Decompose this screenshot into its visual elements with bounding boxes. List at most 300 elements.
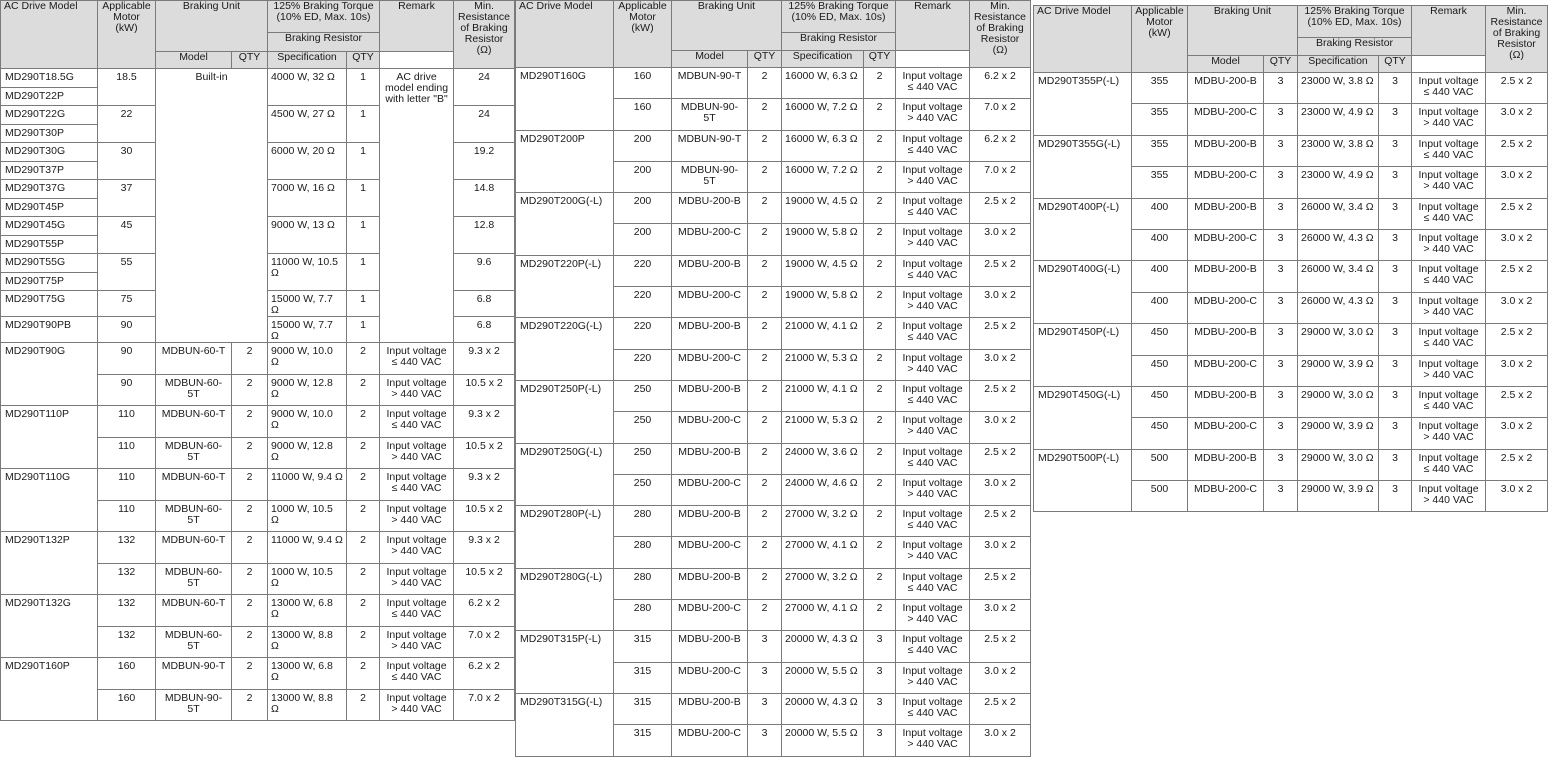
resistor-qty-cell: 3 (1379, 355, 1412, 386)
header-braking-unit: Braking Unit (672, 1, 782, 51)
resistor-spec-cell: 9000 W, 12.8 Ω (268, 374, 347, 406)
remark-cell: Input voltage ≤ 440 VAC (1412, 449, 1486, 480)
header-unit-model: Model (156, 52, 232, 69)
braking-unit-qty-cell: 3 (748, 631, 782, 662)
motor-kw-cell: 220 (614, 255, 672, 286)
header-remark-blank (380, 52, 454, 69)
motor-kw-cell: 110 (98, 500, 156, 532)
model-cell: MD290T160G (516, 68, 614, 131)
braking-unit-qty-cell: 2 (748, 255, 782, 286)
braking-unit-model-cell: MDBU-200-C (672, 600, 748, 631)
remark-cell: AC drive model ending with letter "B" (380, 69, 454, 343)
resistor-spec-cell: 1000 W, 10.5 Ω (268, 563, 347, 595)
min-resistance-cell: 2.5 x 2 (1486, 198, 1548, 229)
resistor-spec-cell: 20000 W, 5.5 Ω (782, 662, 864, 693)
motor-kw-cell: 450 (1132, 355, 1188, 386)
motor-kw-cell: 160 (98, 689, 156, 721)
braking-unit-qty-cell: 3 (1264, 449, 1298, 480)
resistor-spec-cell: 15000 W, 7.7 Ω (268, 291, 347, 317)
table-row (516, 693, 1031, 724)
min-resistance-cell: 3.0 x 2 (970, 287, 1031, 318)
braking-unit-model-cell: MDBU-200-C (672, 349, 748, 380)
resistor-qty-cell: 2 (347, 658, 380, 690)
resistor-qty-cell: 1 (347, 291, 380, 317)
header-resistor-qty: QTY (1379, 56, 1412, 73)
header-unit-model: Model (672, 51, 748, 68)
min-resistance-cell: 6.8 (454, 317, 515, 343)
resistor-spec-cell: 24000 W, 3.6 Ω (782, 443, 864, 474)
braking-unit-qty-cell: 2 (232, 437, 268, 469)
braking-unit-model-cell: MDBU-200-B (672, 443, 748, 474)
motor-kw-cell: 400 (1132, 292, 1188, 323)
braking-unit-model-cell: MDBUN-90-T (156, 658, 232, 690)
braking-unit-model-cell: MDBU-200-B (1188, 324, 1264, 355)
min-resistance-cell: 24 (454, 106, 515, 143)
motor-kw-cell: 355 (1132, 135, 1188, 166)
min-resistance-cell: 3.0 x 2 (970, 224, 1031, 255)
model-cell: MD290T160P (1, 658, 98, 721)
motor-kw-cell: 220 (614, 318, 672, 349)
table-row (516, 255, 1031, 286)
table-row (1, 532, 515, 564)
resistor-qty-cell: 2 (864, 193, 896, 224)
model-cell: MD290T30P (1, 124, 98, 143)
min-resistance-cell: 2.5 x 2 (1486, 449, 1548, 480)
model-cell: MD290T400P(-L) (1034, 198, 1132, 261)
remark-cell: Input voltage > 440 VAC (380, 689, 454, 721)
remark-cell: Input voltage ≤ 440 VAC (896, 380, 970, 411)
braking-unit-model-cell: MDBUN-90-T (672, 68, 748, 99)
header-remark: Remark (896, 1, 970, 51)
braking-unit-qty-cell: 3 (1264, 198, 1298, 229)
braking-unit-model-cell: MDBU-200-C (672, 537, 748, 568)
min-resistance-cell: 7.0 x 2 (454, 689, 515, 721)
braking-unit-model-cell: MDBU-200-B (672, 506, 748, 537)
braking-unit-model-cell: MDBU-200-B (672, 568, 748, 599)
table-row (516, 318, 1031, 349)
table-row (1, 658, 515, 690)
braking-unit-model-cell: MDBU-200-B (1188, 386, 1264, 417)
motor-kw-cell: 90 (98, 317, 156, 343)
remark-cell: Input voltage > 440 VAC (896, 412, 970, 443)
resistor-spec-cell: 7000 W, 16 Ω (268, 180, 347, 217)
model-cell: MD290T75G (1, 291, 98, 317)
resistor-spec-cell: 21000 W, 5.3 Ω (782, 349, 864, 380)
resistor-spec-cell: 29000 W, 3.9 Ω (1298, 355, 1379, 386)
motor-kw-cell: 18.5 (98, 69, 156, 106)
braking-unit-model-cell: MDBU-200-C (1188, 167, 1264, 198)
table-row (1034, 73, 1548, 104)
header-specification: Specification (782, 51, 864, 68)
remark-cell: Input voltage > 440 VAC (896, 474, 970, 505)
table-row (516, 631, 1031, 662)
braking-unit-model-cell: MDBUN-60-5T (156, 374, 232, 406)
min-resistance-cell: 2.5 x 2 (970, 568, 1031, 599)
motor-kw-cell: 250 (614, 412, 672, 443)
remark-cell: Input voltage > 440 VAC (380, 563, 454, 595)
header-braking-torque: 125% Braking Torque (10% ED, Max. 10s) (782, 1, 896, 33)
resistor-spec-cell: 11000 W, 9.4 Ω (268, 532, 347, 564)
braking-unit-qty-cell: 2 (232, 374, 268, 406)
motor-kw-cell: 500 (1132, 481, 1188, 512)
braking-unit-qty-cell: 3 (748, 725, 782, 756)
min-resistance-cell: 3.0 x 2 (1486, 292, 1548, 323)
motor-kw-cell: 110 (98, 406, 156, 438)
resistor-qty-cell: 1 (347, 317, 380, 343)
braking-unit-model-cell: MDBUN-60-5T (156, 626, 232, 658)
braking-unit-model-cell: MDBUN-90-5T (156, 689, 232, 721)
braking-unit-model-cell: MDBU-200-B (1188, 73, 1264, 104)
resistor-qty-cell: 3 (1379, 386, 1412, 417)
resistor-spec-cell: 29000 W, 3.0 Ω (1298, 449, 1379, 480)
resistor-spec-cell: 21000 W, 5.3 Ω (782, 412, 864, 443)
min-resistance-cell: 14.8 (454, 180, 515, 217)
header-min-resistance: Min. Resistance of Braking Resistor (Ω) (1486, 6, 1548, 73)
resistor-qty-cell: 2 (864, 380, 896, 411)
model-cell: MD290T37P (1, 161, 98, 180)
remark-cell: Input voltage ≤ 440 VAC (380, 595, 454, 627)
header-min-resistance: Min. Resistance of Braking Resistor (Ω) (454, 1, 515, 69)
header-remark: Remark (380, 1, 454, 52)
braking-unit-model-cell: MDBUN-90-5T (672, 99, 748, 130)
resistor-spec-cell: 21000 W, 4.1 Ω (782, 380, 864, 411)
remark-cell: Input voltage ≤ 440 VAC (1412, 261, 1486, 292)
braking-table-3 (1033, 5, 1548, 512)
resistor-qty-cell: 2 (864, 130, 896, 161)
table-row (1034, 449, 1548, 480)
braking-unit-qty-cell: 2 (748, 474, 782, 505)
braking-unit-qty-cell: 2 (232, 563, 268, 595)
resistor-qty-cell: 3 (1379, 292, 1412, 323)
min-resistance-cell: 3.0 x 2 (970, 725, 1031, 756)
resistor-spec-cell: 19000 W, 4.5 Ω (782, 255, 864, 286)
motor-kw-cell: 110 (98, 437, 156, 469)
model-cell: MD290T400G(-L) (1034, 261, 1132, 324)
header-ac-drive-model: AC Drive Model (1, 1, 98, 69)
braking-unit-qty-cell: 2 (748, 506, 782, 537)
braking-unit-model-cell: MDBU-200-C (672, 287, 748, 318)
braking-unit-qty-cell: 2 (748, 380, 782, 411)
resistor-qty-cell: 3 (1379, 73, 1412, 104)
motor-kw-cell: 250 (614, 443, 672, 474)
model-cell: MD290T450P(-L) (1034, 324, 1132, 387)
resistor-spec-cell: 15000 W, 7.7 Ω (268, 317, 347, 343)
resistor-qty-cell: 3 (864, 725, 896, 756)
resistor-qty-cell: 2 (864, 161, 896, 192)
model-cell: MD290T132G (1, 595, 98, 658)
resistor-qty-cell: 2 (864, 224, 896, 255)
motor-kw-cell: 220 (614, 349, 672, 380)
braking-unit-qty-cell: 3 (1264, 261, 1298, 292)
braking-unit-model-cell: MDBU-200-C (1188, 292, 1264, 323)
braking-unit-qty-cell: 3 (1264, 292, 1298, 323)
motor-kw-cell: 450 (1132, 418, 1188, 449)
min-resistance-cell: 9.3 x 2 (454, 343, 515, 375)
model-cell: MD290T355G(-L) (1034, 135, 1132, 198)
resistor-spec-cell: 1000 W, 10.5 Ω (268, 500, 347, 532)
resistor-spec-cell: 20000 W, 4.3 Ω (782, 693, 864, 724)
braking-unit-model-cell: MDBUN-60-5T (156, 500, 232, 532)
table-row (1, 343, 515, 375)
resistor-spec-cell: 23000 W, 4.9 Ω (1298, 104, 1379, 135)
motor-kw-cell: 30 (98, 143, 156, 180)
motor-kw-cell: 37 (98, 180, 156, 217)
motor-kw-cell: 450 (1132, 386, 1188, 417)
braking-unit-qty-cell: 2 (232, 500, 268, 532)
motor-kw-cell: 500 (1132, 449, 1188, 480)
braking-unit-qty-cell: 2 (748, 349, 782, 380)
min-resistance-cell: 3.0 x 2 (970, 600, 1031, 631)
braking-unit-model-cell: MDBU-200-C (672, 224, 748, 255)
table-row (1034, 324, 1548, 355)
min-resistance-cell: 3.0 x 2 (1486, 355, 1548, 386)
braking-unit-qty-cell: 2 (748, 68, 782, 99)
resistor-spec-cell: 19000 W, 5.8 Ω (782, 287, 864, 318)
resistor-qty-cell: 3 (1379, 261, 1412, 292)
resistor-qty-cell: 3 (1379, 418, 1412, 449)
resistor-qty-cell: 2 (864, 443, 896, 474)
table-body (1, 69, 515, 721)
resistor-spec-cell: 29000 W, 3.0 Ω (1298, 324, 1379, 355)
header-braking-resistor: Braking Resistor (268, 33, 380, 52)
remark-cell: Input voltage > 440 VAC (1412, 229, 1486, 260)
model-cell: MD290T22P (1, 87, 98, 106)
resistor-qty-cell: 2 (864, 412, 896, 443)
braking-unit-qty-cell: 3 (1264, 355, 1298, 386)
min-resistance-cell: 2.5 x 2 (1486, 261, 1548, 292)
min-resistance-cell: 7.0 x 2 (970, 161, 1031, 192)
resistor-qty-cell: 2 (347, 500, 380, 532)
braking-unit-qty-cell: 2 (748, 161, 782, 192)
header-remark: Remark (1412, 6, 1486, 56)
model-cell: MD290T22G (1, 106, 98, 125)
min-resistance-cell: 2.5 x 2 (1486, 324, 1548, 355)
braking-unit-model-cell: MDBUN-60-T (156, 406, 232, 438)
resistor-qty-cell: 2 (864, 600, 896, 631)
min-resistance-cell: 2.5 x 2 (1486, 73, 1548, 104)
min-resistance-cell: 12.8 (454, 217, 515, 254)
resistor-qty-cell: 1 (347, 69, 380, 106)
resistor-spec-cell: 13000 W, 6.8 Ω (268, 595, 347, 627)
resistor-spec-cell: 11000 W, 10.5 Ω (268, 254, 347, 291)
resistor-qty-cell: 3 (1379, 198, 1412, 229)
braking-unit-model-cell: MDBUN-60-T (156, 595, 232, 627)
min-resistance-cell: 9.3 x 2 (454, 406, 515, 438)
resistor-spec-cell: 9000 W, 13 Ω (268, 217, 347, 254)
resistor-spec-cell: 4000 W, 32 Ω (268, 69, 347, 106)
resistor-spec-cell: 11000 W, 9.4 Ω (268, 469, 347, 501)
table-row (516, 130, 1031, 161)
braking-unit-model-cell: MDBUN-60-5T (156, 563, 232, 595)
resistor-qty-cell: 2 (347, 626, 380, 658)
model-cell: MD290T90G (1, 343, 98, 406)
remark-cell: Input voltage > 440 VAC (1412, 418, 1486, 449)
remark-cell: Input voltage ≤ 440 VAC (380, 343, 454, 375)
braking-unit-qty-cell: 2 (232, 469, 268, 501)
header-remark-blank (1412, 56, 1486, 73)
braking-table-1 (0, 0, 515, 721)
remark-cell: Input voltage ≤ 440 VAC (896, 693, 970, 724)
model-cell: MD290T200P (516, 130, 614, 193)
min-resistance-cell: 3.0 x 2 (970, 412, 1031, 443)
motor-kw-cell: 250 (614, 380, 672, 411)
remark-cell: Input voltage > 440 VAC (1412, 355, 1486, 386)
table-row (1034, 386, 1548, 417)
resistor-spec-cell: 21000 W, 4.1 Ω (782, 318, 864, 349)
min-resistance-cell: 2.5 x 2 (970, 318, 1031, 349)
braking-unit-model-cell: MDBU-200-B (1188, 135, 1264, 166)
model-cell: MD290T450G(-L) (1034, 386, 1132, 449)
min-resistance-cell: 10.5 x 2 (454, 437, 515, 469)
motor-kw-cell: 22 (98, 106, 156, 143)
motor-kw-cell: 75 (98, 291, 156, 317)
min-resistance-cell: 9.3 x 2 (454, 532, 515, 564)
table-row (1, 69, 515, 88)
resistor-spec-cell: 16000 W, 7.2 Ω (782, 161, 864, 192)
model-cell: MD290T500P(-L) (1034, 449, 1132, 512)
resistor-spec-cell: 26000 W, 4.3 Ω (1298, 229, 1379, 260)
model-cell: MD290T55P (1, 235, 98, 254)
motor-kw-cell: 280 (614, 506, 672, 537)
remark-cell: Input voltage > 440 VAC (380, 374, 454, 406)
resistor-spec-cell: 29000 W, 3.0 Ω (1298, 386, 1379, 417)
table-row (1, 595, 515, 627)
braking-unit-qty-cell: 2 (748, 193, 782, 224)
min-resistance-cell: 7.0 x 2 (454, 626, 515, 658)
motor-kw-cell: 160 (98, 658, 156, 690)
min-resistance-cell: 3.0 x 2 (1486, 481, 1548, 512)
model-cell: MD290T55G (1, 254, 98, 273)
header-resistor-qty: QTY (864, 51, 896, 68)
min-resistance-cell: 3.0 x 2 (1486, 167, 1548, 198)
braking-unit-model-cell: MDBU-200-B (672, 631, 748, 662)
resistor-spec-cell: 19000 W, 4.5 Ω (782, 193, 864, 224)
motor-kw-cell: 355 (1132, 104, 1188, 135)
resistor-qty-cell: 2 (864, 506, 896, 537)
braking-unit-model-cell: MDBU-200-C (672, 474, 748, 505)
resistor-spec-cell: 13000 W, 8.8 Ω (268, 626, 347, 658)
remark-cell: Input voltage ≤ 440 VAC (896, 68, 970, 99)
motor-kw-cell: 315 (614, 725, 672, 756)
resistor-spec-cell: 27000 W, 4.1 Ω (782, 537, 864, 568)
model-cell: MD290T18.5G (1, 69, 98, 88)
resistor-qty-cell: 2 (347, 343, 380, 375)
resistor-qty-cell: 2 (347, 437, 380, 469)
header-specification: Specification (1298, 56, 1379, 73)
braking-unit-model-cell: MDBU-200-B (672, 318, 748, 349)
braking-unit-model-cell: MDBU-200-C (672, 412, 748, 443)
resistor-spec-cell: 9000 W, 10.0 Ω (268, 343, 347, 375)
motor-kw-cell: 450 (1132, 324, 1188, 355)
min-resistance-cell: 2.5 x 2 (970, 380, 1031, 411)
remark-cell: Input voltage > 440 VAC (896, 537, 970, 568)
braking-unit-model-cell: MDBU-200-B (1188, 261, 1264, 292)
braking-unit-qty-cell: 2 (748, 537, 782, 568)
braking-unit-qty-cell: 3 (1264, 418, 1298, 449)
resistor-qty-cell: 2 (347, 469, 380, 501)
resistor-qty-cell: 2 (347, 374, 380, 406)
remark-cell: Input voltage ≤ 440 VAC (1412, 386, 1486, 417)
remark-cell: Input voltage > 440 VAC (1412, 292, 1486, 323)
motor-kw-cell: 90 (98, 374, 156, 406)
motor-kw-cell: 200 (614, 193, 672, 224)
resistor-spec-cell: 6000 W, 20 Ω (268, 143, 347, 180)
resistor-spec-cell: 27000 W, 3.2 Ω (782, 568, 864, 599)
remark-cell: Input voltage > 440 VAC (380, 500, 454, 532)
resistor-spec-cell: 23000 W, 3.8 Ω (1298, 135, 1379, 166)
min-resistance-cell: 2.5 x 2 (970, 255, 1031, 286)
model-cell: MD290T110G (1, 469, 98, 532)
resistor-qty-cell: 1 (347, 180, 380, 217)
min-resistance-cell: 9.6 (454, 254, 515, 291)
remark-cell: Input voltage ≤ 440 VAC (896, 568, 970, 599)
remark-cell: Input voltage > 440 VAC (380, 626, 454, 658)
remark-cell: Input voltage > 440 VAC (896, 600, 970, 631)
motor-kw-cell: 45 (98, 217, 156, 254)
motor-kw-cell: 200 (614, 161, 672, 192)
braking-unit-qty-cell: 3 (1264, 229, 1298, 260)
model-cell: MD290T220G(-L) (516, 318, 614, 381)
resistor-spec-cell: 23000 W, 4.9 Ω (1298, 167, 1379, 198)
braking-unit-model-cell: MDBU-200-C (1188, 418, 1264, 449)
braking-unit-model-cell: MDBUN-90-T (672, 130, 748, 161)
table-row (516, 68, 1031, 99)
min-resistance-cell: 6.2 x 2 (970, 68, 1031, 99)
header-unit-qty: QTY (232, 52, 268, 69)
resistor-qty-cell: 3 (1379, 104, 1412, 135)
min-resistance-cell: 2.5 x 2 (1486, 135, 1548, 166)
remark-cell: Input voltage > 440 VAC (896, 161, 970, 192)
braking-unit-model-cell: MDBUN-90-5T (672, 161, 748, 192)
braking-unit-model-cell: MDBUN-60-T (156, 532, 232, 564)
resistor-spec-cell: 26000 W, 3.4 Ω (1298, 198, 1379, 229)
remark-cell: Input voltage > 440 VAC (896, 224, 970, 255)
motor-kw-cell: 160 (614, 99, 672, 130)
model-cell: MD290T315G(-L) (516, 693, 614, 756)
table-row (1, 469, 515, 501)
model-cell: MD290T37G (1, 180, 98, 199)
model-cell: MD290T315P(-L) (516, 631, 614, 694)
braking-unit-qty-cell: 2 (748, 318, 782, 349)
min-resistance-cell: 24 (454, 69, 515, 106)
braking-unit-qty-cell: 2 (748, 287, 782, 318)
remark-cell: Input voltage ≤ 440 VAC (896, 130, 970, 161)
min-resistance-cell: 2.5 x 2 (970, 693, 1031, 724)
braking-unit-qty-cell: 3 (1264, 104, 1298, 135)
model-cell: MD290T250G(-L) (516, 443, 614, 506)
resistor-qty-cell: 2 (864, 287, 896, 318)
model-cell: MD290T75P (1, 272, 98, 291)
model-cell: MD290T45P (1, 198, 98, 217)
resistor-spec-cell: 29000 W, 3.9 Ω (1298, 481, 1379, 512)
min-resistance-cell: 6.2 x 2 (970, 130, 1031, 161)
resistor-spec-cell: 9000 W, 12.8 Ω (268, 437, 347, 469)
header-resistor-qty: QTY (347, 52, 380, 69)
min-resistance-cell: 10.5 x 2 (454, 563, 515, 595)
braking-unit-model-cell: MDBU-200-C (1188, 481, 1264, 512)
header-applicable-motor: Applicable Motor (kW) (1132, 6, 1188, 73)
motor-kw-cell: 280 (614, 537, 672, 568)
min-resistance-cell: 3.0 x 2 (970, 474, 1031, 505)
table-row (1034, 135, 1548, 166)
remark-cell: Input voltage ≤ 440 VAC (380, 406, 454, 438)
resistor-qty-cell: 2 (864, 568, 896, 599)
remark-cell: Input voltage ≤ 440 VAC (896, 193, 970, 224)
resistor-qty-cell: 2 (347, 563, 380, 595)
braking-unit-model-cell: MDBU-200-C (672, 662, 748, 693)
min-resistance-cell: 3.0 x 2 (970, 537, 1031, 568)
motor-kw-cell: 400 (1132, 198, 1188, 229)
